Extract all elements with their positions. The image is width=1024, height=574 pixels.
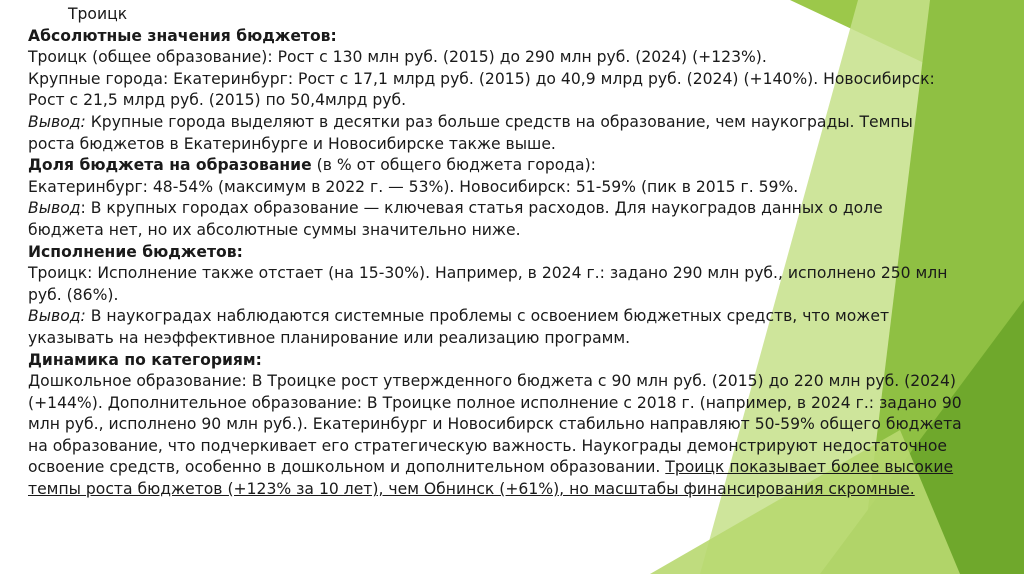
dynamics-text [28,371,963,501]
section-dynamics-heading: Динамика по категориям: [28,350,262,369]
section-execution-heading: Исполнение бюджетов: [28,242,243,261]
large-cities-text: Крупные города: Екатеринбург: Рост с 17,1 млрд руб. (2015) до 40,9 млрд руб. (2024) (+140%). Новосибирск: Рост с 21,5 млрд руб. (2015) по 50,4млрд руб. [28,69,935,110]
execution-text: Троицк: Исполнение также отстает (на 15-30%). Например, в 2024 г.: задано 290 млн руб., исполнено 250 млн руб. (86%). [28,264,948,304]
section-budget-share-note: (в % от общего бюджета города): [311,156,596,175]
slide-content [28,4,963,501]
conclusion-2-label: Вывод [28,199,81,218]
conclusion-2-text: : В крупных городах образование — ключевая статья расходов. Для наукоградов данных о доле бюджета нет, но их абсолютные суммы значительно ниже. [28,199,883,239]
conclusion-1-text: Крупные города выделяют в десятки раз больше средств на образование, чем наукограды. Темпы роста бюджетов в Екатеринбурге и Новосибирске также выше. [28,112,913,153]
troitsk-general-education-text: Троицк (общее образование): Рост с 130 млн руб. (2015) до 290 млн руб. (2024) (+123%). [28,48,767,67]
conclusion-3-text: В наукоградах наблюдаются системные проблемы с освоением бюджетных средств, что может указывать на неэффективное планирование или реализацию программ. [28,307,890,347]
dynamics-underlined-summary: Троицк показывает более высокие темпы роста бюджетов (+123% за 10 лет), чем Обнинск (+61%), но масштабы финансирования скромные. [28,458,954,499]
conclusion-2 [28,198,963,241]
dynamics-body: Дошкольное образование: В Троицке рост утвержденного бюджета с 90 млн руб. (2015) до 220 млн руб. (2024) (+144%). Дополнительное образование: В Троицке полное исполнение с 2018 г. (например, в 2024 г.: задано 90 млн руб., исполнено 90 млн руб.). Екатеринбург и Новосибирск стабильно направляют 50-59% общего бюджета на образование, что подчеркивает его стратегическую важность. Наукограды демонстрируют недостаточное освоение средств, особенно в дошкольном и дополнительном образовании. [28,372,962,477]
conclusion-3-label: Вывод: [28,307,86,326]
section-budget-share-heading: Доля бюджета на образование [28,156,312,175]
slide-title: Троицк [68,5,128,23]
conclusion-1 [28,112,963,155]
conclusion-3 [28,306,963,349]
section-budget-share-heading-line [28,155,963,177]
conclusion-1-label: Вывод: [28,112,86,131]
budget-share-text: Екатеринбург: 48-54% (максимум в 2022 г. — 53%). Новосибирск: 51-59% (пик в 2015 г. 59%. [28,177,799,196]
section-absolute-values-heading: Абсолютные значения бюджетов: [28,26,337,45]
